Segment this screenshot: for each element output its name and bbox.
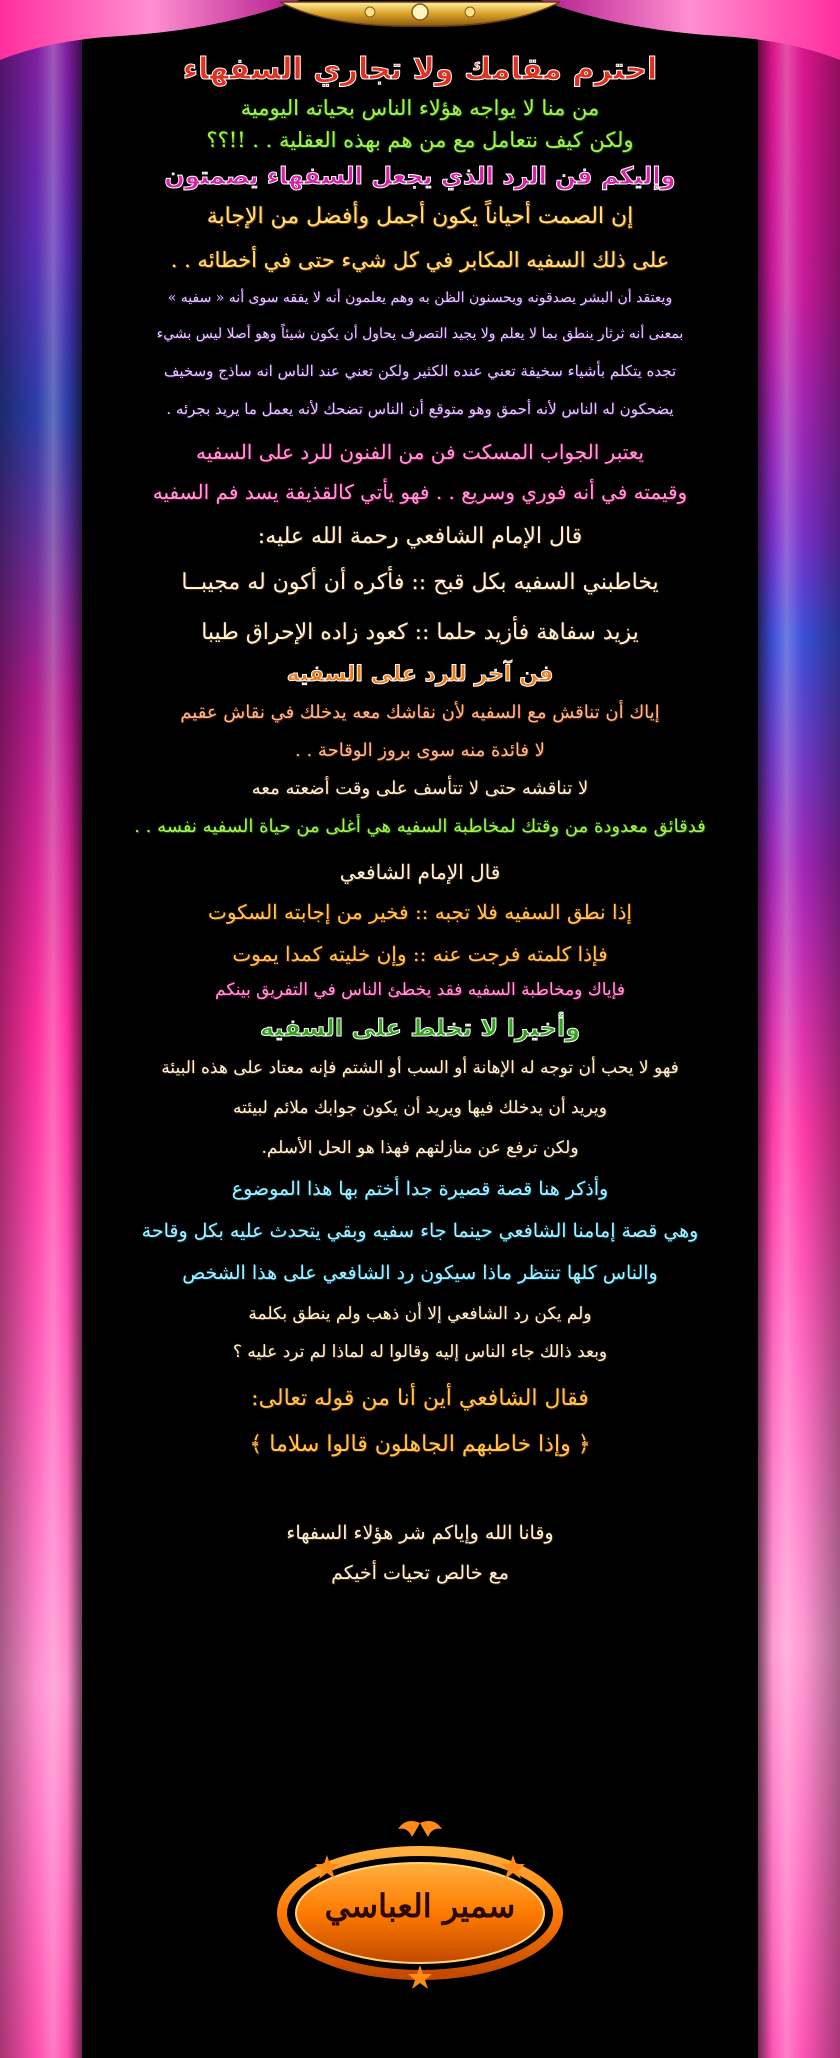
finally-line-7: ولم يكن رد الشافعي إلا أن ذهب ولم ينطق بكلمة xyxy=(248,1304,592,1324)
another-line-4: فدقائق معدودة من وقتك لمخاطبة السفيه هي أغلى من حياة السفيه نفسه . . xyxy=(134,816,706,837)
closing-intro: فقال الشافعي أين أنا من قوله تعالى: xyxy=(251,1386,589,1411)
heading-silence: وإليكم فن الرد الذي يجعل السفهاء يصمتون xyxy=(164,162,676,190)
farewell-line-2: مع خالص تحيات أخيكم xyxy=(331,1562,509,1584)
signature-name: سمير العباسي xyxy=(324,1887,516,1925)
finally-line-2: ويريد أن يدخلك فيها ويريد أن يكون جوابك ملائم لبيئته xyxy=(233,1098,607,1118)
finally-line-6: والناس كلها تنتظر ماذا سيكون رد الشافعي على هذا الشخص xyxy=(182,1262,658,1284)
heading-another: فن آخر للرد على السفيه xyxy=(286,662,554,687)
finally-line-4: وأذكر هنا قصة قصيرة جدا أختم بها هذا الموضوع xyxy=(231,1178,609,1200)
poem2-line-1: إذا نطق السفيه فلا تجبه :: فخير من إجابته السكوت xyxy=(208,900,632,924)
intro-line-2: ولكن كيف نتعامل مع من هم بهذه العقلية . . !!؟؟ xyxy=(206,128,634,152)
curtain-left xyxy=(0,0,82,2058)
another-line-2: لا فائدة منه سوى بروز الوقاحة . . xyxy=(295,740,545,761)
silence-line-7: يعتبر الجواب المسكت فن من الفنون للرد على السفيه xyxy=(196,440,644,464)
poem1-line-2: يزيد سفاهة فأزيد حلما :: كعود زاده الإحراق طيبا xyxy=(201,620,639,645)
silence-line-1: إن الصمت أحياناً يكون أجمل وأفضل من الإجابة xyxy=(206,204,634,229)
article-content xyxy=(84,52,756,1602)
curtain-swag-left xyxy=(0,0,300,60)
poem2-intro: قال الإمام الشافعي xyxy=(339,860,501,884)
silence-line-3: ويعتقد أن البشر يصدقونه ويحسنون الظن به وهم يعلمون أنه لا يفقه سوى أنه « سفيه » xyxy=(167,290,673,306)
poem2-line-2: فإذا كلمته فرجت عنه :: وإن خليته كمدا يموت xyxy=(232,942,608,966)
silence-line-4: بمعنى أنه ثرثار ينطق بما لا يعلم ولا يجيد التصرف يحاول أن يكون شيئاً وهو أصلا ليس بشيء xyxy=(156,326,684,342)
finally-line-8: وبعد ذالك جاء الناس إليه وقالوا له لماذا لم ترد عليه ؟ xyxy=(232,1342,608,1362)
silence-line-8: وقيمته في أنه فوري وسريع . . فهو يأتي كالقذيفة يسد فم السفيه xyxy=(152,480,688,504)
intro-line-1: من منا لا يواجه هؤلاء الناس بحياته اليومية xyxy=(240,96,600,120)
silence-line-2: على ذلك السفيه المكابر في كل شيء حتى في أخطائه . . xyxy=(170,248,670,272)
curtain-swag-right xyxy=(540,0,840,60)
finally-line-1: فهو لا يحب أن توجه له الإهانة أو السب أو الشتم فإنه معتاد على هذه البيئة xyxy=(161,1058,679,1078)
finally-line-5: وهي قصة إمامنا الشافعي حينما جاء سفيه وبقي يتحدث عليه بكل وقاحة xyxy=(141,1220,699,1242)
silence-line-5: تجده يتكلم بأشياء سخيفة تعني عنده الكثير ولكن تعني عند الناس انه ساذج وسخيف xyxy=(163,362,677,380)
poem1-intro: قال الإمام الشافعي رحمة الله عليه: xyxy=(257,524,583,549)
finally-line-3: ولكن ترفع عن منازلتهم فهذا هو الحل الأسلم. xyxy=(261,1138,579,1158)
poem1-line-1: يخاطبني السفيه بكل قبح :: فأكره أن أكون له مجيبــا xyxy=(181,570,659,595)
poem2-warning: فإياك ومخاطبة السفيه فقد يخطئ الناس في التفريق بينكم xyxy=(215,980,625,1000)
farewell-line-1: وقانا الله وإياكم شر هؤلاء السفهاء xyxy=(286,1522,554,1544)
curtain-right xyxy=(758,0,840,2058)
signature-badge xyxy=(275,1815,565,1990)
heading-finally: وأخيرا لا تخلط على السفيه xyxy=(259,1014,581,1042)
gold-ornament-icon xyxy=(270,0,570,30)
quran-verse: ﴿ وإذا خاطبهم الجاهلون قالوا سلاما ﴾ xyxy=(249,1432,591,1457)
another-line-3: لا تناقشه حتى لا تتأسف على وقت أضعته معه xyxy=(251,778,589,799)
silence-line-6: يضحكون له الناس لأنه أحمق وهو متوقع أن الناس تضحك لأنه يعمل ما يريد بجرئه . xyxy=(166,400,674,418)
another-line-1: إياك أن تناقش مع السفيه لأن نقاشك معه يدخلك في نقاش عقيم xyxy=(180,702,660,723)
page-title: احترم مقامك ولا تجاري السفهاء xyxy=(182,52,658,87)
